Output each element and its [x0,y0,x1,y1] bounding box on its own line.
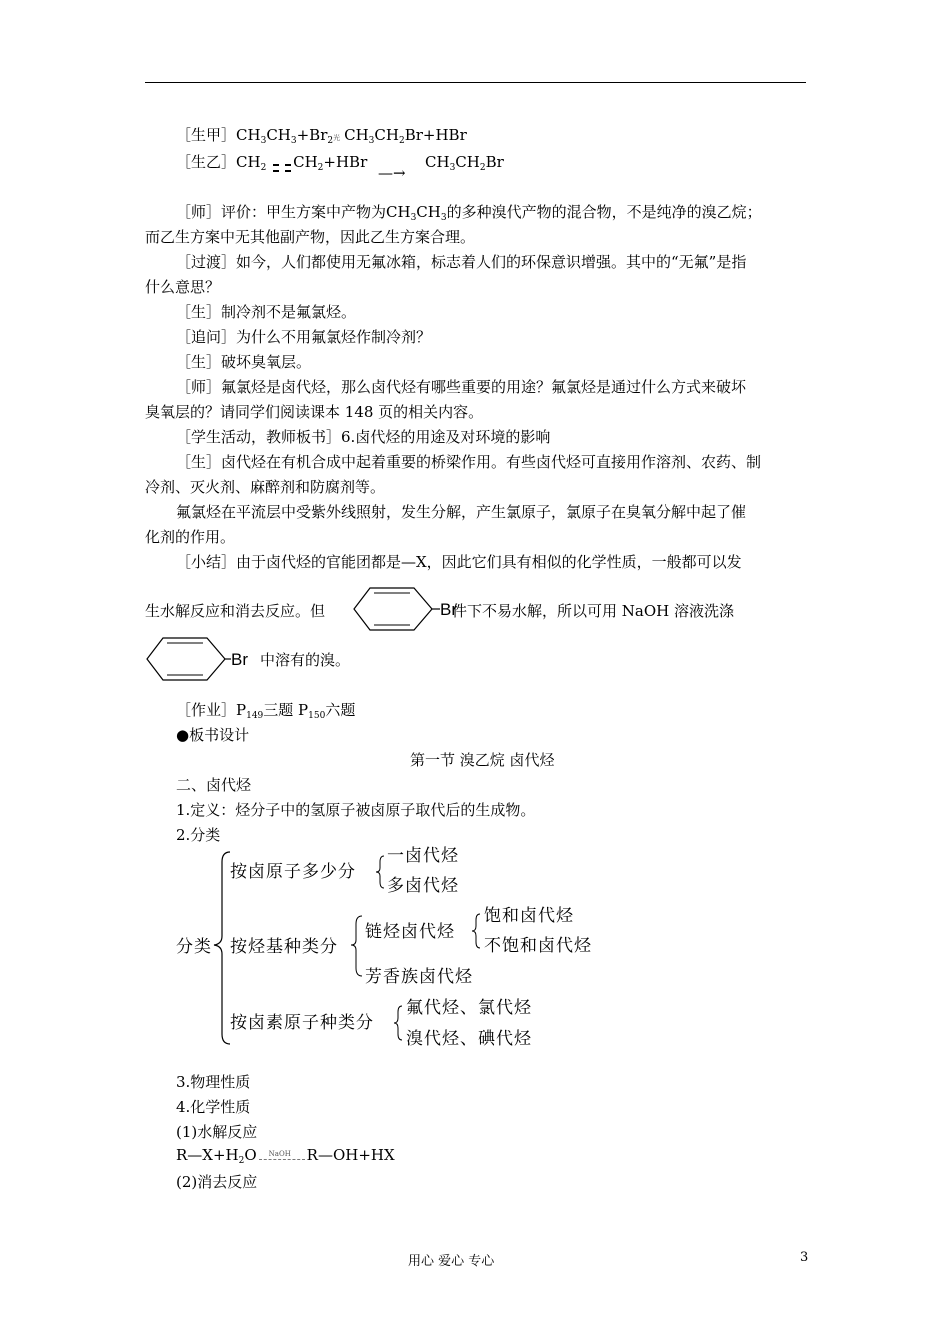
paragraph-line: 件下不易水解，所以可用 NaOH 溶液洗涤 [452,602,734,620]
rxn-right: R—OH+HX [306,1146,395,1164]
rxn-condition: NaOH [268,1150,291,1158]
paragraph-line: ［师］氟氯烃是卤代烃，那么卤代烃有哪些重要的用途？氟氯烃是通过什么方式来破坏 [176,378,747,396]
board-design-heading: ●板书设计 [176,726,250,744]
cls-item: 多卤代烃 [387,876,459,896]
paragraph-line: ［过渡］如今，人们都使用无氟冰箱，标志着人们的环保意识增强。其中的“无氟”是指 [176,253,747,271]
eq-tag: ［生甲］ [176,126,237,144]
br-label: Br [231,650,248,669]
cls-root: 分类 [176,937,212,957]
subsection-heading: (2)消去反应 [176,1173,258,1191]
equation-yi [176,153,367,171]
equation-jia [176,126,467,147]
paragraph-line: 中溶有的溴。 [260,651,351,669]
paragraph-line: 氟氯烃在平流层中受紫外线照射，发生分解，产生氯原子，氯原子在臭氧分解中起了催 [176,503,747,521]
cls-item: 链烃卤代烃 [365,922,455,942]
footer-motto: 用心 爱心 专心 [408,1254,495,1269]
paragraph-line: ［生］破坏臭氧层。 [176,353,312,371]
homework-line: ［作业$]P_{149}$三题 $P_{150}$六题 [176,701,356,721]
bromobenzene-structure [352,586,460,632]
bromobenzene-structure-2 [145,636,257,682]
section-heading: 二、卤代烃 [176,776,252,794]
cls-item: 芳香族卤代烃 [365,967,473,987]
cls-group-count: 按卤原子多少分 [230,862,356,882]
paragraph-line: ［生］卤代烃在有机合成中起着重要的桥梁作用。有些卤代烃可直接用作溶剂、农药、制 [176,453,762,471]
definition-line: 1.定义：烃分子中的氢原子被卤原子取代后的生成物。 [176,801,536,819]
eq2-middle: $CH_2+HBr$ [293,153,368,173]
paragraph-line: ［学生活动，教师板书］6.卤代烃的用途及对环境的影响 [176,428,551,446]
paragraph-line: ［小结］由于卤代烃的官能团都是—X，因此它们具有相似的化学性质，一般都可以发 [176,553,742,571]
br-label: Br [440,600,457,619]
page-number: 3 [800,1250,809,1265]
eq2-arrow: —→ [378,164,406,182]
paragraph-line: 什么意思？ [145,278,221,296]
section-heading: 4.化学性质 [176,1098,251,1116]
cls-item: 一卤代烃 [387,846,459,866]
cls-group-halogen: 按卤素原子种类分 [230,1013,374,1033]
paragraph-line: 化剂的作用。 [145,528,236,546]
double-bond-icon [271,159,293,171]
eq2-product: $CH_3CH_2Br$ [425,153,504,173]
eq-tag: ［生乙］ [176,153,237,171]
paragraph-line: 臭氧层的？请同学们阅读课本 148 页的相关内容。 [145,403,484,421]
eq1-products: $CH_3CH_2Br+HBr$ [344,126,467,146]
subsection-heading: (1)水解反应 [176,1123,258,1141]
paragraph-line: ［师］评价：甲生方案中产物为$CH_3CH_3$的多种溴代产物的混合物，不是纯净的溴乙烷； [176,203,762,223]
cls-item: 溴代烃、碘代烃 [406,1029,532,1049]
header-rule [145,82,806,83]
cls-item: 饱和卤代烃 [484,906,574,926]
cls-item: 氟代烃、氯代烃 [406,998,532,1018]
cls-item: 不饱和卤代烃 [484,936,592,956]
paragraph-line: 生水解反应和消去反应。但 [145,602,326,620]
section-heading: 2.分类 [176,826,221,844]
paragraph-line: 冷剂、灭火剂、麻醉剂和防腐剂等。 [145,478,386,496]
section-heading: 3.物理性质 [176,1073,251,1091]
rxn-left: $R—X+H_2O$ [176,1146,257,1166]
hydrolysis-equation [176,1146,395,1164]
paragraph-line: 而乙生方案中无其他副产物，因此乙生方案合理。 [145,228,476,246]
paragraph-line: ［生］制冷剂不是氟氯烃。 [176,303,357,321]
eq1-condition: 光 [333,134,341,142]
cls-group-hydrocarbon: 按烃基种类分 [230,937,338,957]
board-title: 第一节 溴乙烷 卤代烃 [410,751,555,769]
paragraph-line: ［追问］为什么不用氟氯烃作制冷剂？ [176,328,432,346]
rxn-arrow [257,1149,307,1163]
eq2-left: $CH_2$ [236,153,267,173]
eq1-reactants: $CH_3CH_3+Br_2$ [236,126,334,146]
